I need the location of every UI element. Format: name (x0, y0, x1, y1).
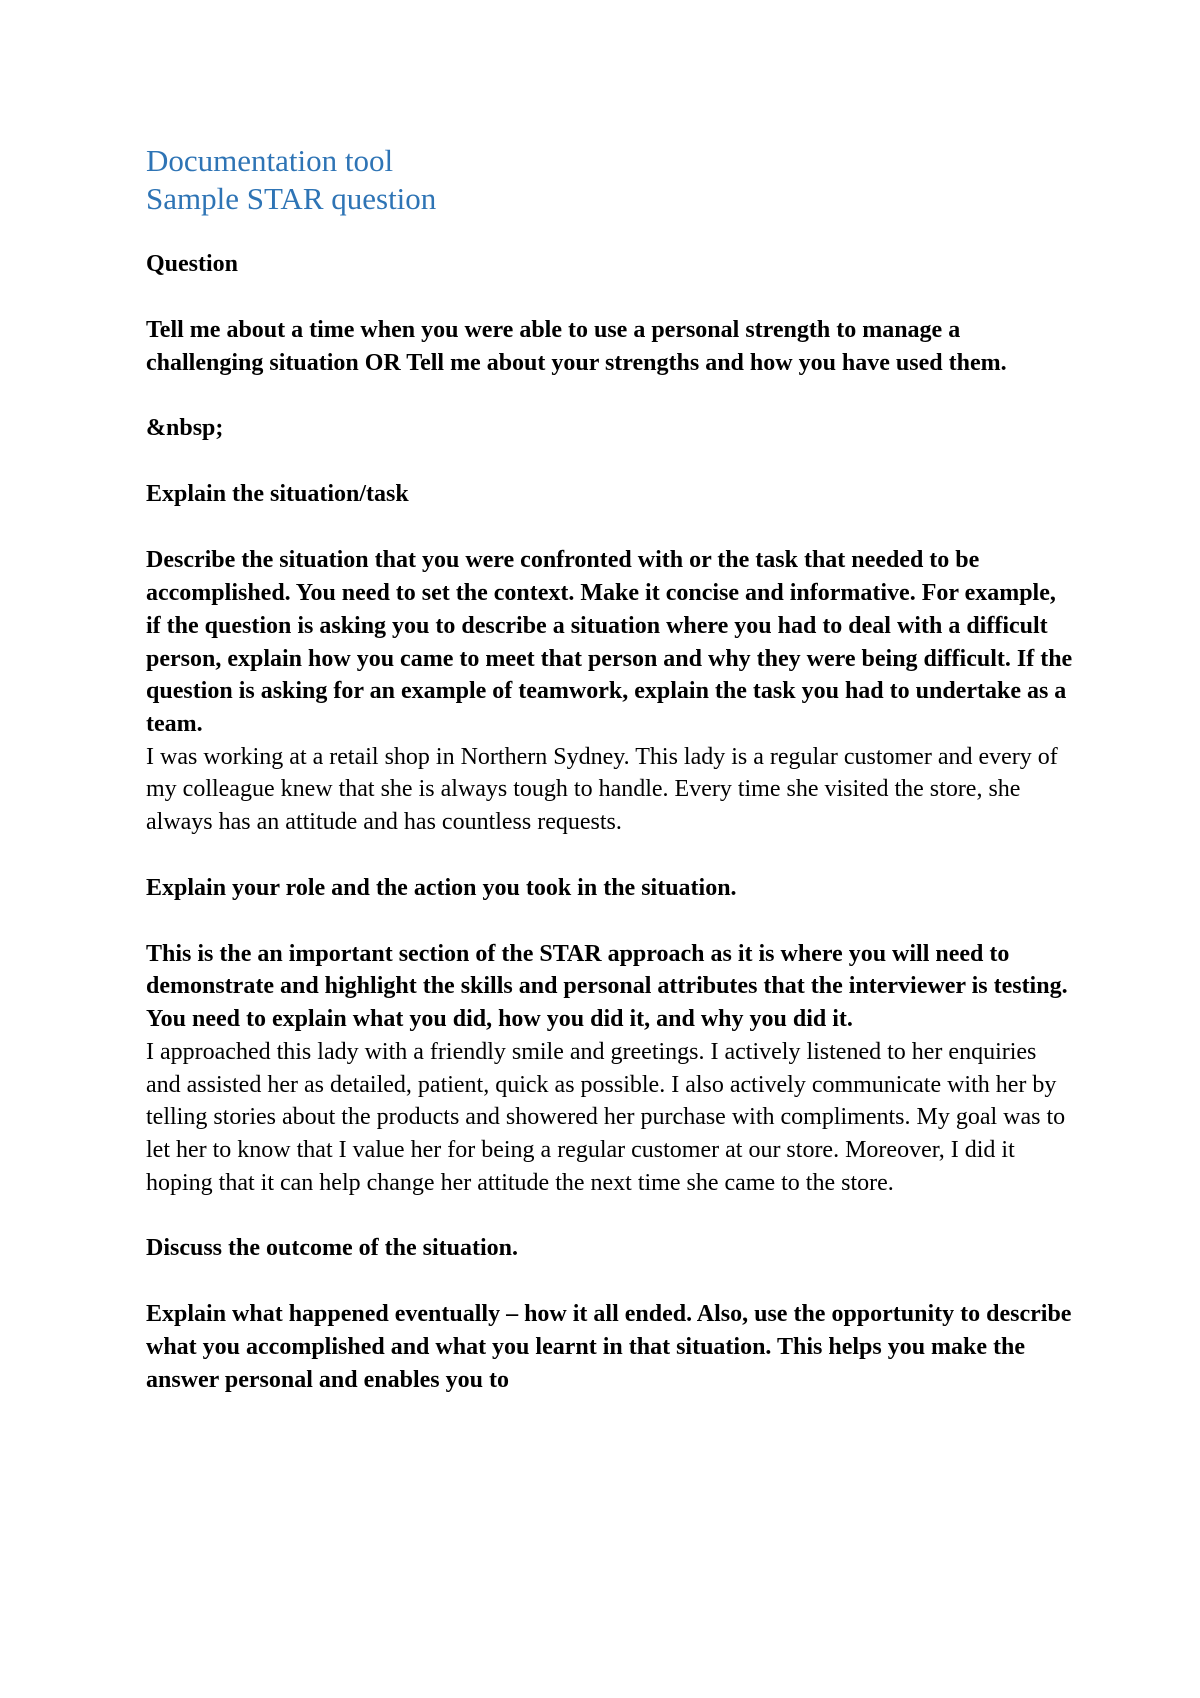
document-title: Documentation tool (146, 143, 394, 178)
document-subtitle: Sample STAR question (146, 181, 437, 216)
section-answer-action: I approached this lady with a friendly smile and greetings. I actively listened to her enquiries and assisted her as detailed, patient, quick as possible. I also actively communicate with her by telling stories about the products and showered her purchase with compliments. My goal was to let her to know that I value her for being a regular customer at our store. Moreover, I did it hoping that it can help change her attitude the next time she came to the store. (146, 1038, 1066, 1196)
section-heading-situation: Explain the situation/task (146, 481, 409, 508)
section-instruction-outcome: Explain what happened eventually – how it all ended. Also, use the opportunity to describe what you accomplished and what you learnt in that situation. This helps you make the answer personal and enables you to (146, 1301, 1072, 1393)
nbsp-artifact: &nbsp; (146, 415, 224, 442)
question-heading: Question (146, 251, 239, 277)
section-answer-situation: I was working at a retail shop in Northern Sydney. This lady is a regular customer and every of my colleague knew that she is always tough to handle. Every time she visited the store, she always has an attitude and has countless requests. (146, 743, 1058, 836)
section-heading-outcome: Discuss the outcome of the situation. (146, 1235, 518, 1262)
section-heading-action: Explain your role and the action you took in the situation. (146, 874, 737, 901)
section-instruction-situation: Describe the situation that you were confronted with or the task that needed to be accomplished. You need to set the context. Make it concise and informative. For example, if the question is asking you to describe a situation where you had to deal with a difficult person, explain how you came to meet that person and why they were being difficult. If the question is asking for an example of teamwork, explain the task you had to undertake as a team. (146, 547, 1073, 737)
document-page (146, 142, 1076, 1396)
section-instruction-action: This is the an important section of the STAR approach as it is where you will need to demonstrate and highlight the skills and personal attributes that the interviewer is testing. You need to explain what you did, how you did it, and why you did it. (146, 940, 1068, 1033)
question-text: Tell me about a time when you were able to use a personal strength to manage a challenging situation OR Tell me about your strengths and how you have used them. (146, 317, 1007, 376)
